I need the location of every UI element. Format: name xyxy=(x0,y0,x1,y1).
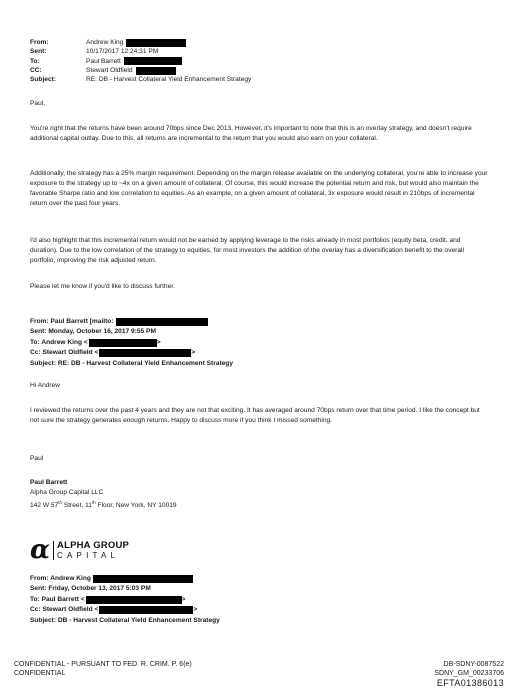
footer-confidential xyxy=(14,660,192,678)
quoted-sent: Sent: Friday, October 13, 2017 5:03 PM xyxy=(30,585,151,593)
bracket-close: > xyxy=(193,606,198,614)
redaction-bar xyxy=(86,596,182,604)
quoted-1-greeting xyxy=(30,381,490,391)
paragraph-text: I'd also highlight that this incremental return would not be earned by applying leverage to the risks already in most portfolios (equity beta, credit, and duration). Due to the low correlation of the strategy to equities, for most investors the addition of the overlay has a diversification benefit to the overall portfolio, improving the risk adjusted return. xyxy=(30,237,464,264)
paragraph-text: Additionally, the strategy has a 25% margin requirement. Depending on the margin release available on the underlying collateral, you're able to increase your exposure to the strategy up to ~4x on a given amount of collateral. Of course, this would increase the potential return and risk, but would also maintain the favorable Sharpe ratio and low correlation to equities. As an example, on a given amount of collateral, 3x exposure would result in 210bps of incremental return over the past four years. xyxy=(30,170,488,207)
logo-wordmark xyxy=(53,541,129,560)
header-sent-row xyxy=(30,47,251,56)
paragraph-text: I reviewed the returns over the past 4 years and they are not that exciting. It has averaged around 70bps return over that time period. I like the concept but not sure the strategy generates enough returns. Happy to discuss more if you think I missed something. xyxy=(30,407,480,424)
quoted-sent: Sent: Monday, October 16, 2017 9:55 PM xyxy=(30,328,156,336)
paragraph-text: Please let me know if you'd like to discuss further. xyxy=(30,283,175,290)
header-subject-row xyxy=(30,75,251,84)
redaction-bar xyxy=(89,339,157,347)
quoted-to: To: Paul Barrett < xyxy=(30,595,85,603)
bates-number: SDNY_GM_00233706 xyxy=(434,670,504,677)
redaction-bar xyxy=(126,39,186,47)
header-to-row xyxy=(30,57,251,66)
quoted-to-row xyxy=(30,338,233,348)
confidential-rule-text: CONFIDENTIAL - PURSUANT TO FED. R. CRIM. P. 6(e) xyxy=(14,661,192,668)
header-cc-row xyxy=(30,66,251,75)
redaction-bar xyxy=(99,606,193,614)
subject-value: RE: DB - Harvest Collateral Yield Enhancement Strategy xyxy=(86,76,252,84)
from-label: From: xyxy=(30,39,49,46)
cc-value: Stewart Oldfield xyxy=(86,66,133,74)
quoted-from-row xyxy=(30,317,233,327)
redaction-bar xyxy=(136,67,176,75)
quoted-to: To: Andrew King < xyxy=(30,338,88,346)
address-ordinal: th xyxy=(91,500,96,505)
cc-label: CC: xyxy=(30,66,42,74)
from-value: Andrew King xyxy=(86,39,124,46)
bracket-close: > xyxy=(181,595,186,603)
quoted-subject-row xyxy=(30,359,233,369)
signature-company: Alpha Group Capital LLC xyxy=(30,489,104,496)
quoted-to-row xyxy=(30,595,220,605)
reply-paragraph-3 xyxy=(30,236,490,266)
header-from-row xyxy=(30,38,251,47)
bracket-close: > xyxy=(156,338,161,346)
redaction-bar xyxy=(124,57,182,65)
sent-label: Sent: xyxy=(30,48,47,56)
address-part: Floor, New York, NY 10019 xyxy=(95,502,177,510)
quoted-cc: Cc: Stewart Oldfield < xyxy=(30,349,99,357)
signature-block xyxy=(30,478,177,511)
to-value: Paul Barrett xyxy=(86,57,121,65)
quoted-from: From: Andrew King xyxy=(30,575,91,582)
quoted-cc-row xyxy=(30,348,233,358)
bracket-close: > xyxy=(191,349,196,357)
efta-number: EFTA01386013 xyxy=(436,678,504,688)
reply-greeting: Paul, xyxy=(30,100,46,107)
redaction-bar xyxy=(99,349,191,357)
address-ordinal: th xyxy=(58,500,62,505)
signature-address xyxy=(30,498,177,511)
quoted-sent-row xyxy=(30,584,220,594)
paragraph-text: Hi Andrew xyxy=(30,382,61,389)
confidential-text: CONFIDENTIAL xyxy=(14,670,66,677)
bates-number: DB-SDNY-0087522 xyxy=(443,661,504,668)
reply-body xyxy=(30,99,490,109)
quoted-cc-row xyxy=(30,605,220,615)
address-part: 142 W 57 xyxy=(30,502,59,510)
quoted-subject-row xyxy=(30,616,220,626)
quoted-1-signoff xyxy=(30,454,490,464)
quoted-from: From: Paul Barrett [mailto: xyxy=(30,318,114,325)
signature-name: Paul Barrett xyxy=(30,479,68,486)
quoted-header-2 xyxy=(30,574,220,626)
paragraph-text: Paul xyxy=(30,455,44,462)
quoted-cc: Cc: Stewart Oldfield < xyxy=(30,606,99,614)
subject-label: Subject: xyxy=(30,76,57,84)
logo-line-1: ALPHA GROUP xyxy=(57,539,130,551)
quoted-subject: Subject: RE: DB - Harvest Collateral Yield Enhancement Strategy xyxy=(30,359,233,367)
quoted-subject: Subject: DB - Harvest Collateral Yield Enhancement Strategy xyxy=(30,616,220,624)
email-header xyxy=(30,38,251,84)
address-part: Street, 11 xyxy=(62,502,92,510)
to-label: To: xyxy=(30,57,40,65)
logo-line-2: CAPITAL xyxy=(57,550,120,560)
footer-bates xyxy=(434,660,504,689)
paragraph-text: You're right that the returns have been around 70bps since Dec 2013. However, it's important to note that this is an overlay strategy, and doesn't require additional capital outlay. Due to this, all returns are incremental to the return that you would also earn on your collateral. xyxy=(30,125,472,142)
alpha-logo-mark: α xyxy=(30,535,51,565)
redaction-bar xyxy=(116,318,208,326)
quoted-sent-row xyxy=(30,327,233,337)
quoted-header-1 xyxy=(30,317,233,369)
reply-paragraph-4 xyxy=(30,282,490,292)
quoted-from-row xyxy=(30,574,220,584)
sent-value: 10/17/2017 12:24:31 PM xyxy=(86,48,159,56)
quoted-1-body xyxy=(30,406,490,426)
redaction-bar xyxy=(93,575,193,583)
reply-paragraph-2 xyxy=(30,169,490,209)
alpha-group-logo xyxy=(30,537,129,563)
reply-paragraph-1 xyxy=(30,124,490,144)
